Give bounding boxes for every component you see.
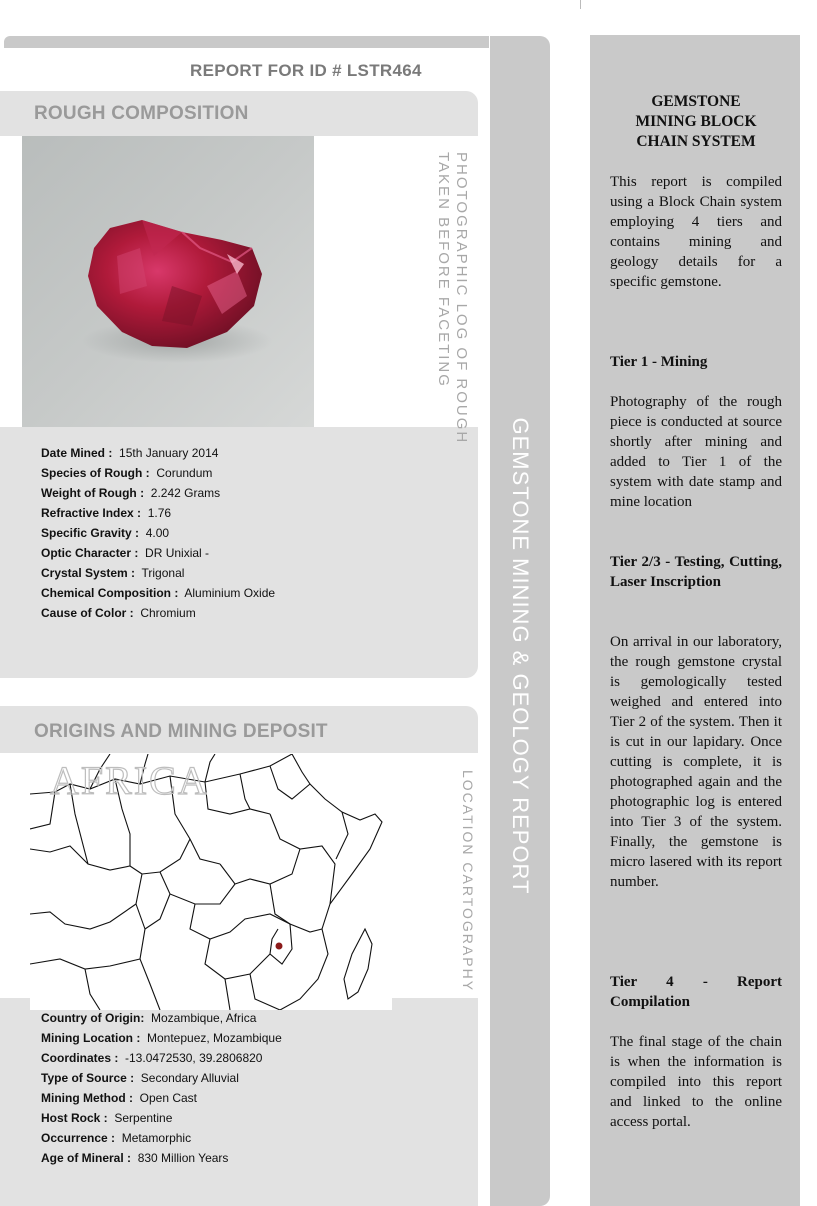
vertical-title-container <box>490 36 550 1206</box>
rough-detail-row: Optic Character : DR Unixial - <box>41 546 210 560</box>
africa-map-label: AFRICA <box>50 758 209 803</box>
rough-detail-row: Cause of Color : Chromium <box>41 606 196 620</box>
rough-detail-row: Species of Rough : Corundum <box>41 466 213 480</box>
photo-caption-line1: PHOTOGRAPHIC LOG OF ROUGH <box>453 152 470 445</box>
origin-detail-row: Mining Location : Montepuez, Mozambique <box>41 1031 282 1045</box>
sidebar-intro: This report is compiled using a Block Chain system employing 4 tiers and contains mining and geology details for a specific gemstone. <box>610 174 782 290</box>
rough-detail-row: Crystal System : Trigonal <box>41 566 185 580</box>
origin-detail-row: Mining Method : Open Cast <box>41 1091 198 1105</box>
report-vertical-title: GEMSTONE MINING & GEOLOGY REPORT <box>508 417 533 895</box>
rough-details-list <box>41 443 275 623</box>
sidebar-title: GEMSTONE MINING BLOCK CHAIN SYSTEM <box>635 93 757 150</box>
origin-detail-row: Age of Mineral : 830 Million Years <box>41 1151 229 1165</box>
mine-location-marker <box>276 943 283 950</box>
map-caption: LOCATION CARTOGRAPHY <box>460 770 476 993</box>
rough-composition-title: ROUGH COMPOSITION <box>34 103 249 124</box>
tier1-text: Photography of the rough piece is conducted at source shortly after mining and added to Tier 1 of the system with date stamp and mine location <box>610 394 782 510</box>
photo-caption-line2: TAKEN BEFORE FACETING <box>435 152 452 388</box>
gemstone-image <box>22 136 314 427</box>
origin-detail-row: Occurrence : Metamorphic <box>41 1131 192 1145</box>
report-id-heading: REPORT FOR ID # LSTR464 <box>190 61 422 80</box>
tier1-heading: Tier 1 - Mining <box>610 354 708 370</box>
rough-gemstone-photo <box>22 136 314 427</box>
top-divider-tick <box>580 0 581 9</box>
origin-detail-row: Type of Source : Secondary Alluvial <box>41 1071 239 1085</box>
africa-map-outline <box>30 754 392 1010</box>
origins-details-list <box>41 1008 282 1168</box>
tier4-text: The final stage of the chain is when the information is compiled into this report and linked to the online access portal. <box>610 1034 782 1130</box>
tier23-text: On arrival in our laboratory, the rough gemstone crystal is gemologically tested weighed and entered into Tier 2 of the system. Then it is cut in our lapidary. Once cutting is complete, it is photographed again and the photographic log is entered into Tier 3 of the system. Finally, the gemstone is micro lasered with its report number. <box>610 634 782 890</box>
rough-detail-row: Date Mined : 15th January 2014 <box>41 446 219 460</box>
tier4-heading: Tier 4 - Report Compilation <box>610 974 782 1010</box>
rough-detail-row: Specific Gravity : 4.00 <box>41 526 170 540</box>
origins-title: ORIGINS AND MINING DEPOSIT <box>34 721 328 742</box>
top-header-bar <box>4 36 489 48</box>
rough-detail-row: Chemical Composition : Aluminium Oxide <box>41 586 276 600</box>
origin-detail-row: Coordinates : -13.0472530, 39.2806820 <box>41 1051 263 1065</box>
tier23-heading: Tier 2/3 - Testing, Cutting, Laser Inscription <box>610 554 782 590</box>
rough-detail-row: Weight of Rough : 2.242 Grams <box>41 486 221 500</box>
africa-map <box>30 754 392 1010</box>
origin-detail-row: Country of Origin: Mozambique, Africa <box>41 1011 257 1025</box>
origin-detail-row: Host Rock : Serpentine <box>41 1111 173 1125</box>
rough-detail-row: Refractive Index : 1.76 <box>41 506 172 520</box>
